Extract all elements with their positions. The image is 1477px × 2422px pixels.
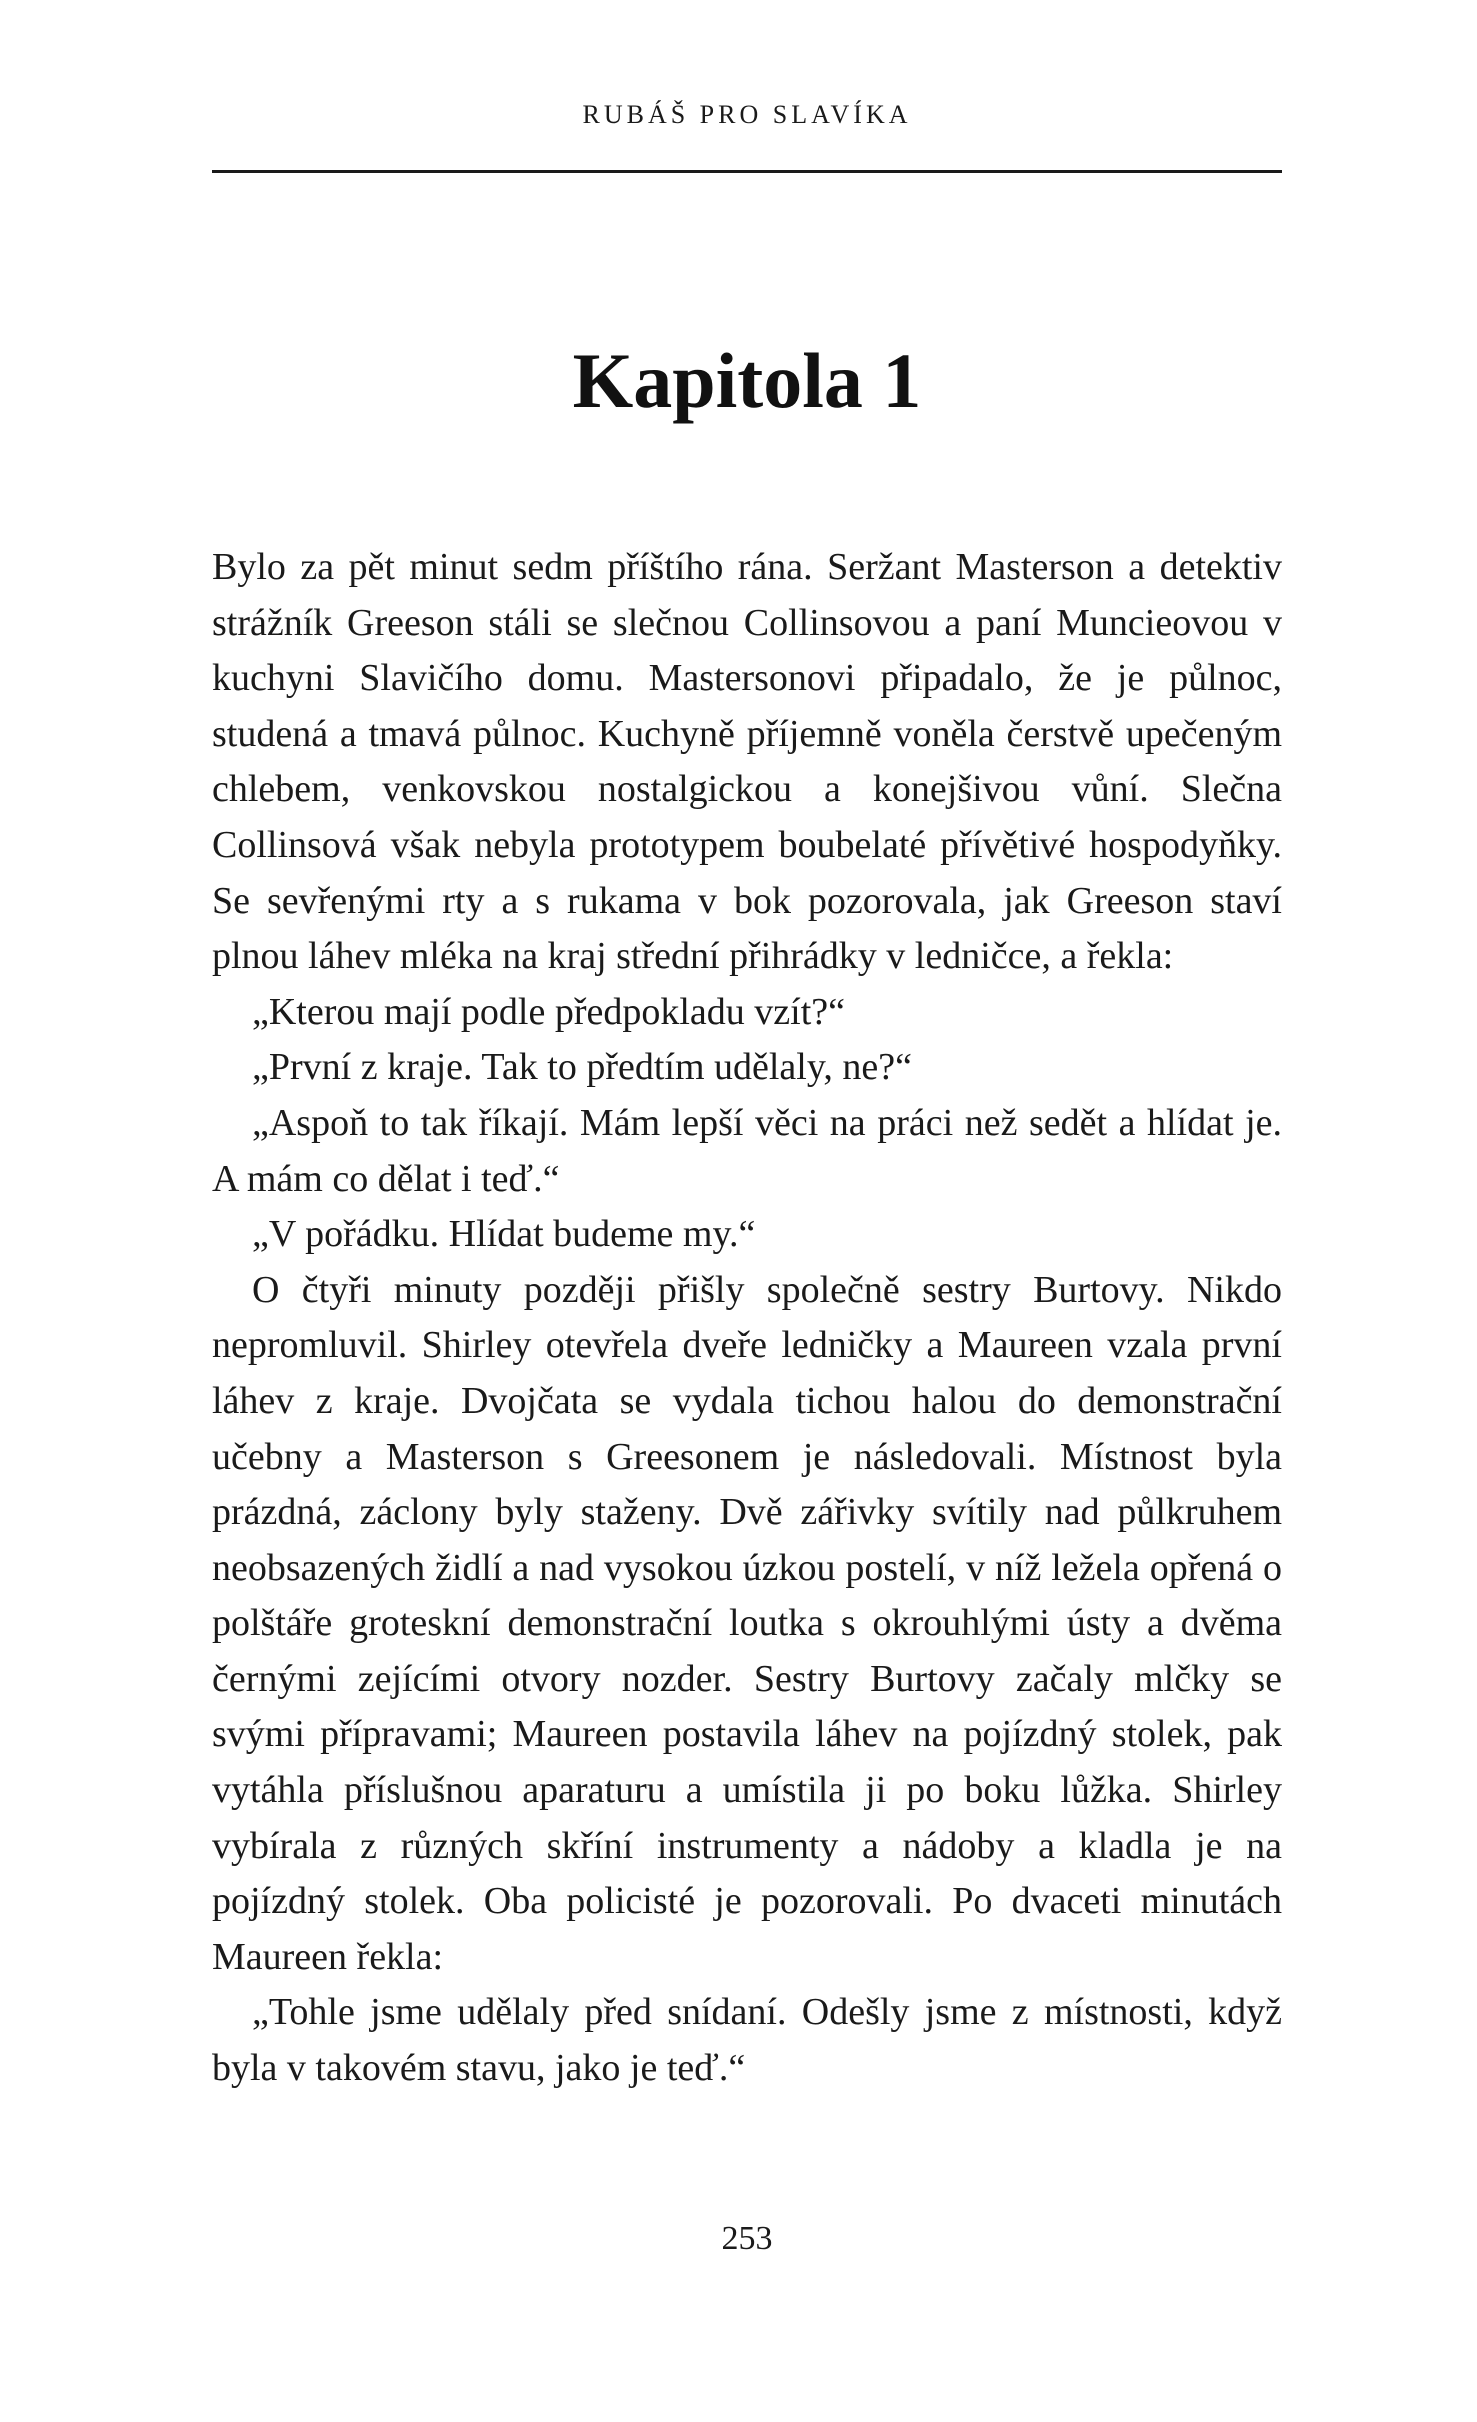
paragraph: „Kterou mají podle předpokladu vzít?“ xyxy=(252,990,846,1033)
paragraph: „Aspoň to tak říkají. Mám lepší věci na práci než sedět a hlídat je. A mám co dělat i teď.“ xyxy=(212,1101,1282,1200)
paragraph: „První z kraje. Tak to předtím udělaly, ne?“ xyxy=(252,1046,912,1089)
running-head: RUBÁŠ PRO SLAVÍKA xyxy=(582,100,912,129)
paragraph: „Tohle jsme udělaly před snídaní. Odešly jsme z místnosti, když byla v takovém stavu, jako je teď.“ xyxy=(212,1991,1282,2090)
paragraph: O čtyři minuty později přišly společně sestry Burtovy. Nikdo nepromluvil. Shirley otevřela dveře ledničky a Maureen vzala první láhev z kraje. Dvojčata se vydala tichou halou do demonstrační učebny a Masterson s Greesonem je následovali. Místnost byla prázdná, záclony byly staženy. Dvě zářivky svítily nad půlkruhem neobsazených židlí a nad vysokou úzkou postelí, v níž ležela opřená o polštáře groteskní demonstrační loutka s okrouhlými ústy a dvěma černými zejícími otvory nozder. Sestry Burtovy začaly mlčky se svými přípravami; Maureen postavila láhev na pojízdný stolek, pak vytáhla příslušnou aparaturu a umístila ji po boku lůžka. Shirley vybírala z různých skříní instrumenty a nádoby a kladla je na pojízdný stolek. Oba policisté je pozorovali. Po dvaceti minutách Maureen řekla: xyxy=(212,1268,1282,1978)
page-number: 253 xyxy=(721,2220,773,2257)
body-text xyxy=(212,540,1282,2097)
chapter-title: Kapitola 1 xyxy=(572,337,922,424)
header-rule xyxy=(212,170,1282,173)
paragraph: Bylo za pět minut sedm příštího rána. Seržant Masterson a detektiv strážník Greeson stáli se slečnou Collinsovou a paní Muncieovou v kuchyni Slavičího domu. Mastersonovi připadalo, že je půlnoc, studená a tmavá půlnoc. Kuchyně příjemně voněla čerstvě upečeným chlebem, venkovskou nostalgickou a konejšivou vůní. Slečna Collinsová však nebyla prototypem boubelaté přívětivé hospodyňky. Se sevřenými rty a s rukama v bok pozorovala, jak Greeson staví plnou láhev mléka na kraj střední přihrádky v ledničce, a řekla: xyxy=(212,546,1282,978)
paragraph: „V pořádku. Hlídat budeme my.“ xyxy=(252,1213,756,1256)
